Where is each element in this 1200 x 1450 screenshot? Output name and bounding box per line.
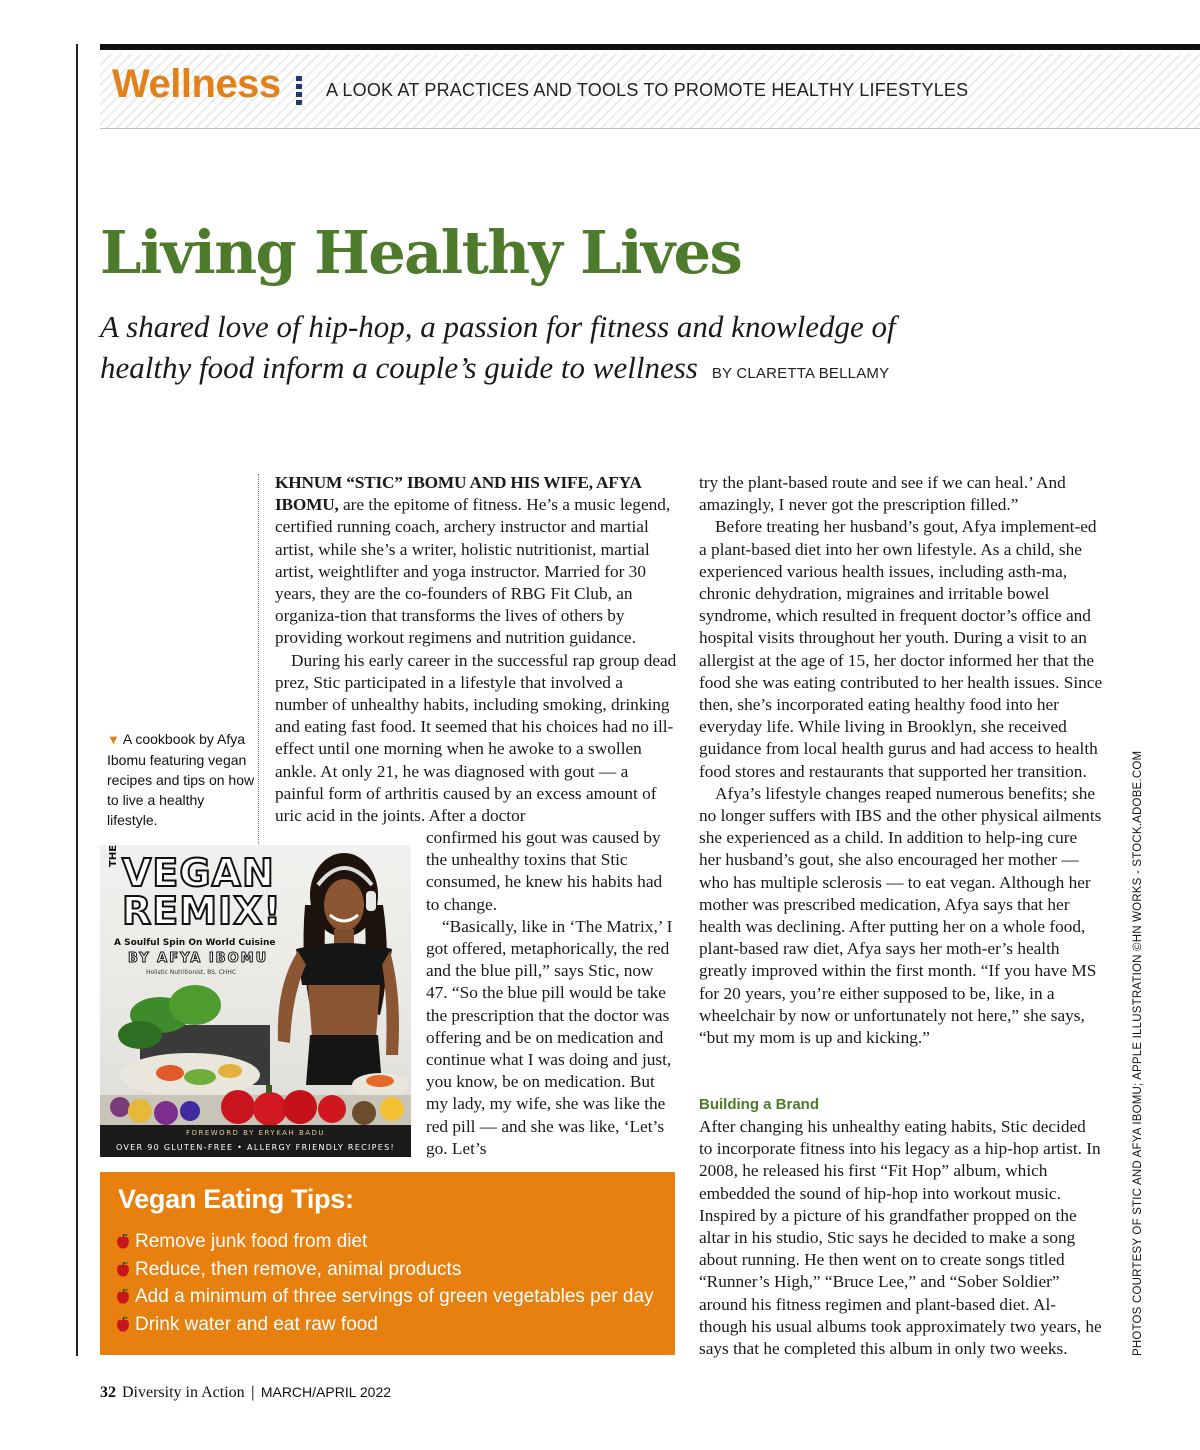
cover-author: BY AFYA IBOMU (128, 951, 269, 966)
cover-tagline: OVER 90 GLUTEN-FREE • ALLERGY FRIENDLY RECIPES! (115, 1143, 396, 1152)
column-2-bottom (699, 1116, 1103, 1360)
left-margin-rule (76, 44, 78, 1356)
caption-text: A cookbook by Afya Ibomu featuring vegan recipes and tips on how to live a healthy lifestyle. (107, 731, 255, 828)
column-1 (275, 472, 679, 827)
book-cover-image (100, 845, 411, 1157)
tip-item (116, 1283, 654, 1311)
paragraph-7: After changing his unhealthy eating habits, Stic decided to incorporate fitness into his legacy as a hip-hop artist. In 2008, he released his first “Fit Hop” album, which embedded the sound of hip-hop into workout music. Inspired by a picture of his grandfather propped on the altar in his studio, Stic says he decided to make a song about running. He then went on to create songs titled “Runner’s High,” “Bruce Lee,” and “Sober Soldier” around his fitness regimen and plant-based diet. Al-though his usual albums took approximately two years, he says that he completed this album in only two weeks. (699, 1117, 1102, 1359)
tips-box (100, 1172, 675, 1355)
cover-title-line-2: REMIX! (122, 889, 282, 933)
cover-foreword: FOREWORD BY ERYKAH BADU (185, 1129, 326, 1137)
publication-name: Diversity in Action (122, 1384, 245, 1401)
cover-title-line-1: VEGAN (122, 851, 275, 895)
photo-credit: PHOTOS COURTESY OF STIC AND AFYA IBOMU; APPLE ILLUSTRATION ©HN WORKS - STOCK.ADOBE.COM (1132, 750, 1144, 1356)
apple-icon (116, 1233, 130, 1249)
paragraph-6: Afya’s lifestyle changes reaped numerous benefits; she no longer suffers with IBS and the other physical ailments she experienced as a child. In addition to help-ing cure her husband’s gout, she also encouraged her mother — who has multiple sclerosis — to eat vegan. Although her mother was prescribed medication, Afya says that her health was declining. After putting her on a whole food, plant-based raw diet, Afya says her moth-er’s health greatly improved within the first month. “If you have MS for 20 years, you’re either supposed to be, like, in a wheelchair by now or unfortunately not here,” she says, “but my mom is up and kicking.” (699, 783, 1102, 1048)
paragraph-2-cont: confirmed his gout was caused by the unhealthy toxins that Stic consumed, he knew his habits had to change. (426, 828, 663, 914)
section-title: Wellness (112, 62, 281, 106)
article-headline: Living Healthy Lives (100, 218, 742, 287)
byline: BY CLARETTA BELLAMY (711, 365, 890, 382)
column-2 (699, 472, 1103, 1049)
apple-icon (116, 1288, 130, 1304)
tip-item (116, 1256, 654, 1284)
issue-date: MARCH/APRIL 2022 (260, 1384, 392, 1400)
paragraph-2: During his early career in the successful rap group dead prez, Stic participated in a lifestyle that involved a number of unhealthy habits, including smoking, drinking and eating fast food. It seemed that his choices had no ill-effect until one morning when he awoke to a swollen ankle. At only 21, he was diagnosed with gout — a painful form of arthritis caused by an excess amount of uric acid in the joints. After a doctor (275, 650, 677, 826)
apple-icon (116, 1261, 130, 1277)
tip-text: Remove junk food from diet (135, 1231, 368, 1252)
subhead: Building a Brand (699, 1096, 819, 1113)
tips-title: Vegan Eating Tips: (118, 1184, 354, 1214)
tip-item (116, 1311, 654, 1339)
paragraph-5: Before treating her husband’s gout, Afya implement-ed a plant-based diet into her own lifestyle. As a child, she experienced various health issues, including asth-ma, chronic dehydration, migraines and irritable bowel syndrome, which resulted in frequent doctor’s office and hospital visits throughout her youth. During a visit to an allergist at the age of 15, her doctor informed her that the food she was eating contributed to her health issues. Since then, she’s incorporated eating healthy food into her everyday life. While living in Brooklyn, she received guidance from local health gurus and had access to health food stores and restaurants that supported her transition. (699, 517, 1103, 781)
footer-divider: | (250, 1384, 255, 1401)
section-description: A LOOK AT PRACTICES AND TOOLS TO PROMOTE HEALTHY LIFESTYLES (326, 80, 969, 100)
paragraph-4: try the plant-based route and see if we can heal.’ And amazingly, I never got the prescription filled.” (699, 473, 1066, 515)
paragraph-1-text: are the epitome of fitness. He’s a music legend, certified running coach, archery instructor and martial artist, while she’s a writer, holistic nutritionist, martial artist, weightlifter and yoga instructor. Married for 30 years, they are the co-founders of RBG Fit Club, an organiza-tion that transforms the lives of others by providing workout regimens and nutrition guidance. (275, 495, 671, 648)
cover-credentials: Holistic Nutritionist, BS, CHHC (146, 969, 237, 976)
cover-subtitle: A Soulful Spin On World Cuisine (114, 938, 276, 948)
page-number: 32 (100, 1384, 116, 1401)
paragraph-1 (275, 472, 679, 650)
deck-text: A shared love of hip-hop, a passion for fitness and knowledge of healthy food inform a couple’s guide to wellness (100, 309, 896, 385)
tips-list (116, 1228, 654, 1339)
column-1-wrap (426, 827, 679, 1160)
tip-item (116, 1228, 654, 1256)
article-deck (100, 306, 980, 394)
section-separator (296, 76, 302, 106)
caption-triangle-icon: ▼ (107, 732, 120, 747)
tip-text: Reduce, then remove, animal products (135, 1258, 462, 1280)
tip-text: Add a minimum of three servings of green vegetables per day (135, 1286, 654, 1308)
lead-in: KHNUM “STIC” IBOMU AND HIS WIFE, AFYA IBOMU, (275, 473, 641, 515)
photo-caption (107, 729, 257, 830)
caption-divider (258, 474, 259, 844)
paragraph-3: “Basically, like in ‘The Matrix,’ I got offered, metaphorically, the red and the blue pill,” says Stic, now 47. “So the blue pill would be take the prescription that the doctor was offering and be on medication and continue what I was doing and just, you know, be on medication. But my lady, my wife, she was like the red pill — and she was like, ‘Let’s go. Let’s (426, 916, 673, 1158)
apple-icon (116, 1316, 130, 1332)
tip-text: Drink water and eat raw food (135, 1314, 378, 1336)
top-rule (100, 44, 1200, 50)
cover-the: THE (108, 845, 119, 867)
page-footer (100, 1384, 391, 1402)
